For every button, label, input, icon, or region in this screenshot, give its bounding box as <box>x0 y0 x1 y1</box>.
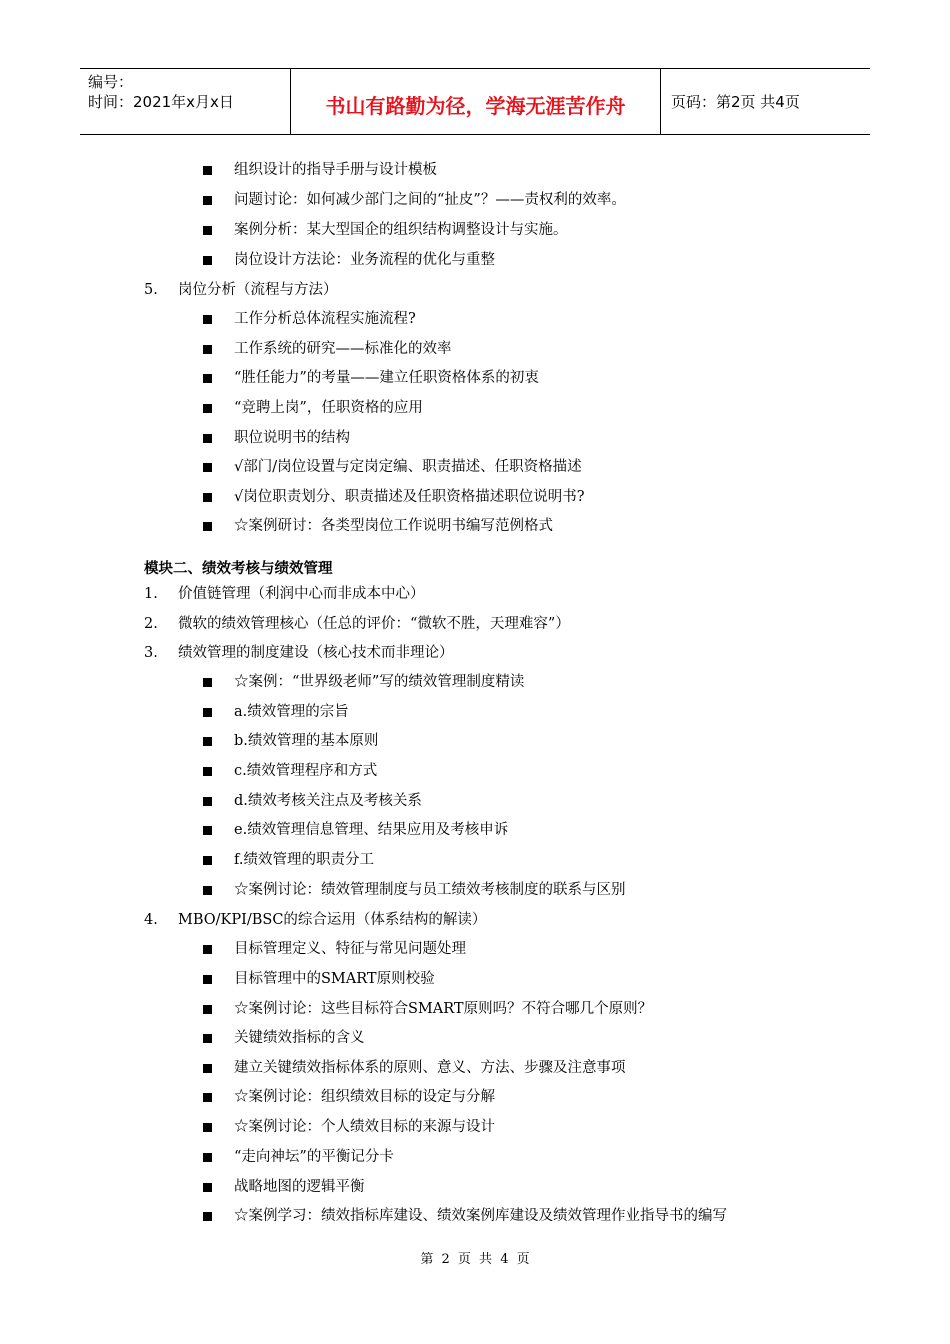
bullet-item: ☆案例讨论：这些目标符合SMART原则吗？不符合哪几个原则？ <box>234 1001 653 1017</box>
bullet-marker <box>203 256 212 265</box>
bullet-marker <box>203 463 212 472</box>
bullet-marker <box>203 975 212 984</box>
bullet-item: “走向神坛”的平衡记分卡 <box>234 1149 394 1165</box>
bullet-item: b.绩效管理的基本原则 <box>234 733 379 749</box>
bullet-marker <box>203 826 212 835</box>
header-meta <box>80 69 291 134</box>
bullet-marker <box>203 1123 212 1132</box>
bullet-marker <box>203 886 212 895</box>
bullet-item: 案例分析：某大型国企的组织结构调整设计与实施。 <box>234 222 568 238</box>
bullet-item: √岗位职责划分、职责描述及任职资格描述职位说明书? <box>234 489 585 505</box>
bullet-item: 问题讨论：如何减少部门之间的“扯皮”？——责权利的效率。 <box>234 192 626 208</box>
bullet-item: ☆案例研讨：各类型岗位工作说明书编写范例格式 <box>234 518 553 534</box>
bullet-marker <box>203 737 212 746</box>
bullet-item: 工作系统的研究——标准化的效率 <box>234 341 452 357</box>
bullet-marker <box>203 856 212 865</box>
list-number: 1. <box>144 586 158 602</box>
bullet-item: “竞聘上岗”，任职资格的应用 <box>234 400 423 416</box>
header-time-label: 时间：2021年x月x日 <box>88 93 234 111</box>
bullet-marker <box>203 226 212 235</box>
bullet-item: ☆案例讨论：组织绩效目标的设定与分解 <box>234 1089 495 1105</box>
header-page-info: 页码：第2页 共4页 <box>671 93 800 111</box>
bullet-marker <box>203 1064 212 1073</box>
bullet-item: 战略地图的逻辑平衡 <box>234 1179 365 1195</box>
bullet-marker <box>203 374 212 383</box>
bullet-item: d.绩效考核关注点及考核关系 <box>234 793 422 809</box>
bullet-item: c.绩效管理程序和方式 <box>234 763 378 779</box>
bullet-marker <box>203 1153 212 1162</box>
bullet-item: ☆案例讨论：个人绩效目标的来源与设计 <box>234 1119 495 1135</box>
bullet-marker <box>203 434 212 443</box>
bullet-item: 目标管理中的SMART原则校验 <box>234 971 435 987</box>
bullet-marker <box>203 1183 212 1192</box>
list-number: 5. <box>144 282 158 298</box>
bullet-marker <box>203 315 212 324</box>
bullet-item: √部门/岗位设置与定岗定编、职责描述、任职资格描述 <box>234 459 582 475</box>
bullet-marker <box>203 767 212 776</box>
bullet-item: e.绩效管理信息管理、结果应用及考核申诉 <box>234 822 509 838</box>
bullet-item: 职位说明书的结构 <box>234 430 350 446</box>
bullet-item: ☆案例：“世界级老师”写的绩效管理制度精读 <box>234 674 525 690</box>
bullet-item: 建立关键绩效指标体系的原则、意义、方法、步骤及注意事项 <box>234 1060 626 1076</box>
list-number: 3. <box>144 645 158 661</box>
bullet-marker <box>203 1005 212 1014</box>
bullet-marker <box>203 1212 212 1221</box>
list-number: 2. <box>144 616 158 632</box>
bullet-marker <box>203 493 212 502</box>
bullet-marker <box>203 1034 212 1043</box>
bullet-marker <box>203 678 212 687</box>
bullet-item: 组织设计的指导手册与设计模板 <box>234 162 437 178</box>
list-number: 4. <box>144 912 158 928</box>
bullet-marker <box>203 1093 212 1102</box>
header-number-label: 编号： <box>88 73 134 91</box>
bullet-marker <box>203 797 212 806</box>
bullet-item: 目标管理定义、特征与常见问题处理 <box>234 941 466 957</box>
bullet-item: ☆案例学习：绩效指标库建设、绩效案例库建设及绩效管理作业指导书的编写 <box>234 1208 727 1224</box>
bullet-marker <box>203 196 212 205</box>
bullet-marker <box>203 945 212 954</box>
bullet-marker <box>203 522 212 531</box>
bullet-item: 岗位设计方法论：业务流程的优化与重整 <box>234 252 495 268</box>
page-header <box>80 68 870 135</box>
bullet-marker <box>203 345 212 354</box>
bullet-item: a.绩效管理的宗旨 <box>234 704 349 720</box>
numbered-item: 价值链管理（利润中心而非成本中心） <box>178 586 425 602</box>
bullet-marker <box>203 166 212 175</box>
bullet-item: 关键绩效指标的含义 <box>234 1030 365 1046</box>
bullet-marker <box>203 404 212 413</box>
page-footer: 第 2 页 共 4 页 <box>420 1252 530 1267</box>
bullet-item: ☆案例讨论：绩效管理制度与员工绩效考核制度的联系与区别 <box>234 882 626 898</box>
header-motto: 书山有路勤为径，学海无涯苦作舟 <box>291 69 661 134</box>
section-heading: 模块二、绩效考核与绩效管理 <box>144 561 333 577</box>
bullet-marker <box>203 708 212 717</box>
numbered-item: MBO/KPI/BSC的综合运用（体系结构的解读） <box>178 912 487 928</box>
bullet-item: 工作分析总体流程实施流程? <box>234 311 416 327</box>
bullet-item: f.绩效管理的职责分工 <box>234 852 374 868</box>
numbered-item: 微软的绩效管理核心（任总的评价：“微软不胜，天理难容”） <box>178 616 570 632</box>
numbered-item: 岗位分析（流程与方法） <box>178 282 338 298</box>
bullet-item: “胜任能力”的考量——建立任职资格体系的初衷 <box>234 370 539 386</box>
numbered-item: 绩效管理的制度建设（核心技术而非理论） <box>178 645 454 661</box>
